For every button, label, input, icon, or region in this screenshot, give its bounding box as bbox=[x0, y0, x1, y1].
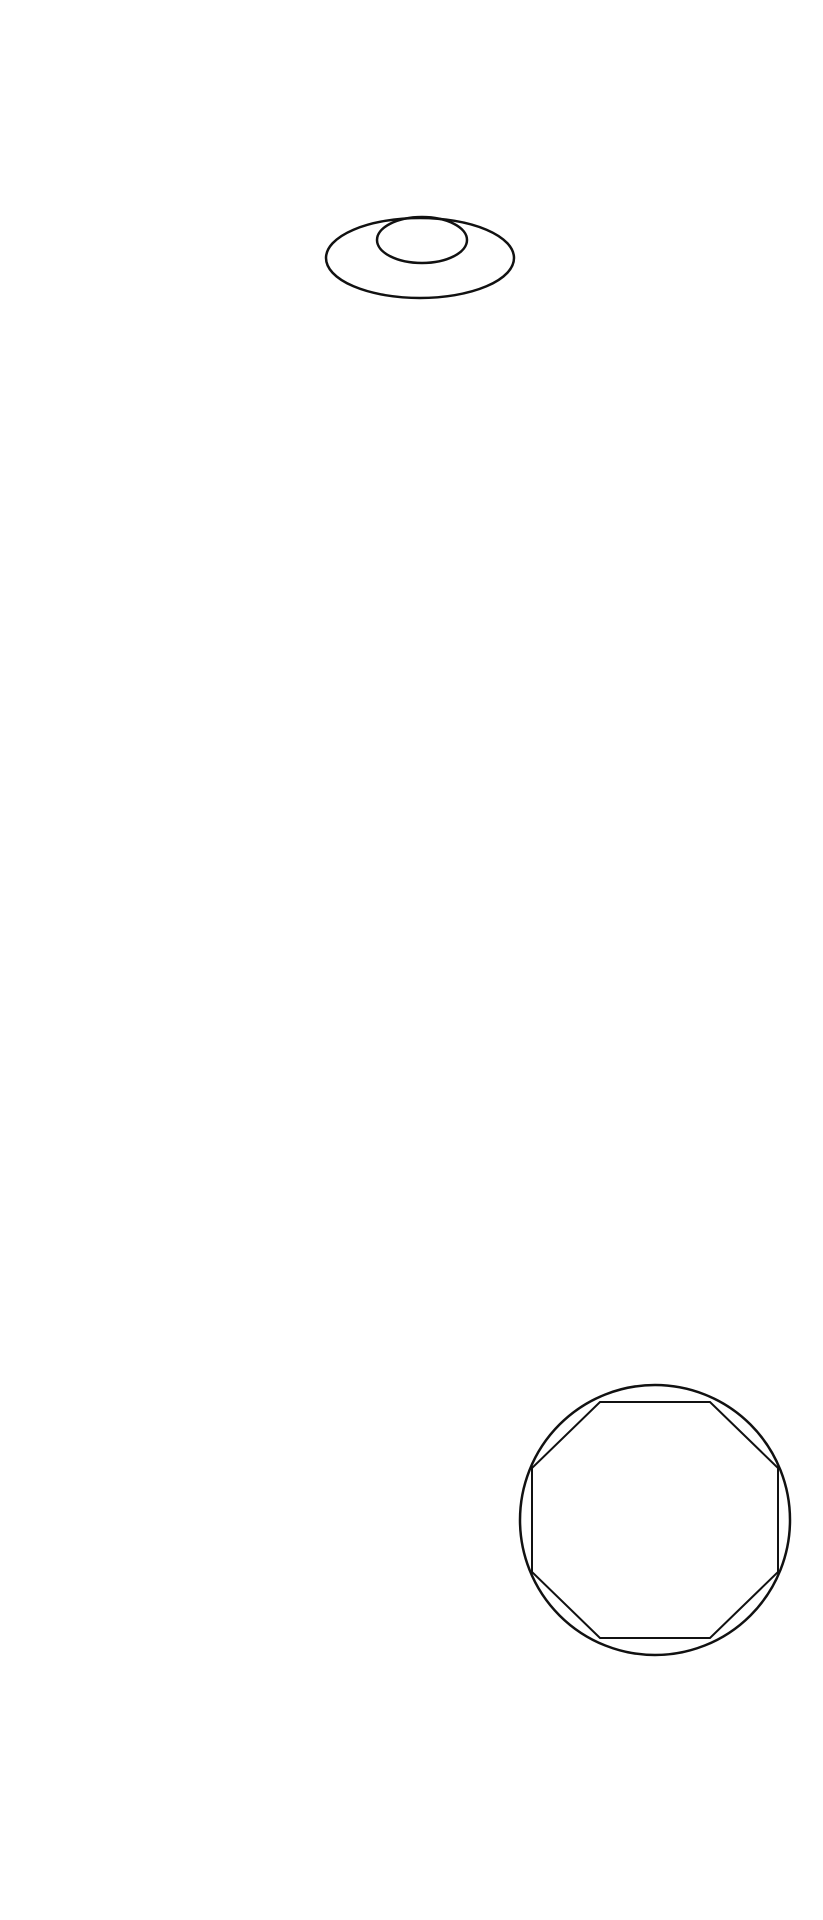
side-item bbox=[56, 1530, 506, 1574]
menu-item bbox=[62, 1135, 762, 1141]
plate-egg-icon bbox=[0, 0, 823, 320]
checker-pattern-bottom bbox=[0, 1768, 823, 1838]
checker-pattern-top bbox=[0, 322, 823, 392]
side-item bbox=[56, 1480, 506, 1524]
menu-item bbox=[62, 738, 762, 744]
menu-item bbox=[62, 878, 762, 884]
combo-badge bbox=[510, 1380, 800, 1660]
menu-item bbox=[62, 1025, 762, 1031]
menu-item bbox=[62, 420, 762, 426]
side-item bbox=[56, 1680, 506, 1724]
menu-item bbox=[62, 1280, 762, 1286]
side-item bbox=[56, 1630, 506, 1674]
menu-item bbox=[62, 595, 762, 601]
side-item bbox=[56, 1580, 506, 1624]
